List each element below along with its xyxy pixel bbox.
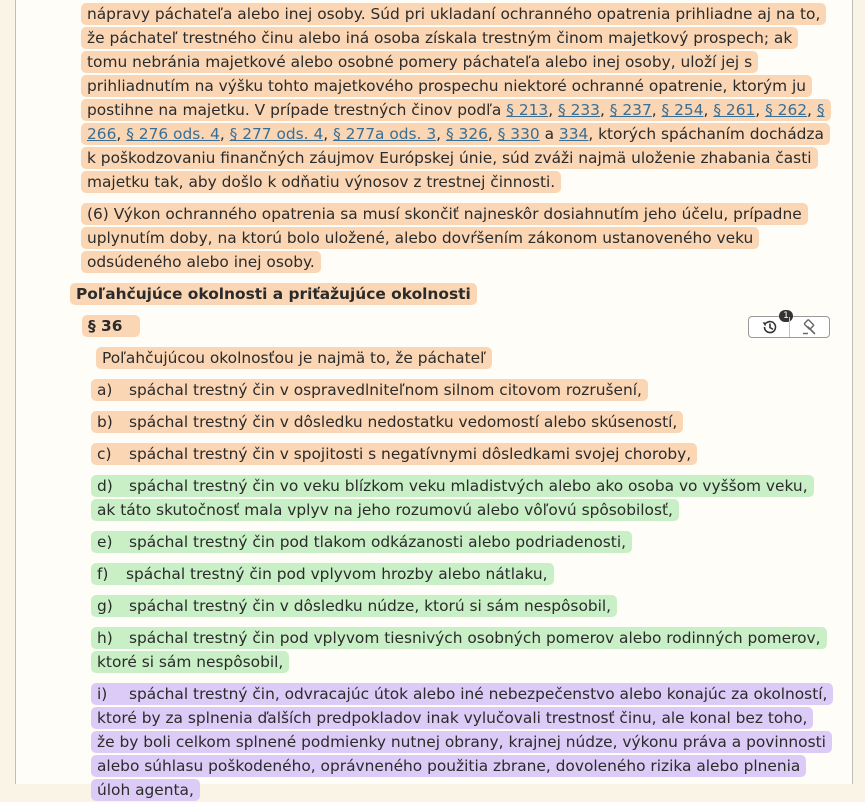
- gavel-icon: [800, 319, 818, 335]
- paragraph-6-text: (6) Výkon ochranného opatrenia sa musí skončiť najneskôr dosiahnutím jeho účelu, prípadne uplynutím doby, na ktorú bolo uložené, alebo dovŕšením zákonom ustanoveného veku odsúdeného alebo inej osoby.: [81, 203, 808, 273]
- list-item-label: g): [97, 597, 113, 615]
- list-item-text: spáchal trestný čin pod vplyvom hrozby alebo nátlaku,: [126, 565, 548, 583]
- list-item-label: h): [97, 629, 113, 647]
- list-item-highlight: [91, 475, 814, 521]
- list-item-label: a): [97, 381, 113, 399]
- list-item-text: spáchal trestný čin pod vplyvom tiesnivých osobných pomerov alebo rodinných pomerov, ktoré si sám nespôsobil,: [97, 629, 821, 671]
- list-item-text: spáchal trestný čin, odvracajúc útok alebo iné nebezpečenstvo alebo konajúc za okolností, ktoré by za splnenia ďalších predpokladov inak vylučovali trestnosť činu, ale konal bez toho, že by boli celkom splnené podmienky nutnej obrany, krajnej núdze, výkonu práva a povinnosti alebo súhlasu poškodeného, oprávneného použitia zbrane, dovoleného rizika alebo plnenia úloh agenta,: [97, 685, 828, 799]
- law-link[interactable]: § 233: [558, 101, 600, 119]
- paragraph-5-text: nápravy páchateľa alebo inej osoby. Súd pri ukladaní ochranného opatrenia prihliadne aj na to, že páchateľ trestného činu alebo iná osoba získala trestným činom majetkový prospech; ak tomu nebránia majetkové alebo osobné pomery páchateľa alebo inej osoby, uloží jej s prihliadnutím na výšku tohto majetkového prospechu niektoré ochranné opatrenie, ktorým ju postihne na majetku. V prípade trestných činov podľa § 213, § 233, § 237, § 254, § 261, § 262, § 266, § 276 ods. 4, § 277 ods. 4, § 277a ods. 3, § 326, § 330 a 334, ktorých spáchaním dochádza k poškodzovaniu finančných záujmov Európskej únie, súd zváži najmä uloženie zhabania časti majetku tak, aby došlo k odňatiu výnosov z trestnej činnosti.: [81, 3, 831, 193]
- section-intro: [96, 346, 796, 370]
- section-heading: [70, 282, 770, 306]
- paragraph-6: [81, 202, 821, 274]
- list-item: [91, 410, 833, 434]
- section-toolbar: [748, 311, 830, 338]
- history-button[interactable]: [749, 311, 789, 337]
- law-link[interactable]: § 213: [506, 101, 549, 119]
- law-link[interactable]: § 276 ods. 4: [126, 125, 220, 143]
- law-link[interactable]: § 277 ods. 4: [229, 125, 324, 143]
- list-item-label: e): [97, 533, 113, 551]
- list-item-text: spáchal trestný čin v dôsledku nedostatku vedomostí alebo skúseností,: [129, 413, 678, 431]
- law-link[interactable]: § 262: [765, 101, 808, 119]
- list-item: [91, 378, 833, 402]
- law-link[interactable]: 334: [558, 125, 589, 143]
- law-link[interactable]: § 326: [445, 125, 488, 143]
- list-item-highlight: [91, 563, 554, 585]
- law-link[interactable]: § 277a ods. 3: [333, 125, 437, 143]
- section-heading-text: Poľahčujúce okolnosti a priťažujúce okolnosti: [70, 283, 477, 305]
- list-item-text: spáchal trestný čin v spojitosti s negatívnymi dôsledkami svojej choroby,: [129, 445, 692, 463]
- list-item: [91, 682, 829, 802]
- list-item-text: spáchal trestný čin vo veku blízkom veku mladistvých alebo ako osoba vo vyššom veku, ak táto skutočnosť mala vplyv na jeho rozumovú alebo vôľovú spôsobilosť,: [97, 477, 808, 519]
- law-link[interactable]: § 261: [713, 101, 756, 119]
- list-item-highlight: [91, 379, 648, 401]
- list-item: [91, 442, 833, 466]
- paragraph-5: [81, 2, 833, 194]
- page-right-border: [852, 0, 853, 784]
- section-intro-text: Poľahčujúcou okolnosťou je najmä to, že páchateľ: [96, 347, 492, 369]
- list-item-highlight: [91, 443, 697, 465]
- law-link[interactable]: § 330: [497, 125, 540, 143]
- section-number-text: § 36: [82, 315, 140, 337]
- law-link[interactable]: § 266: [87, 101, 825, 143]
- list-item: [91, 594, 833, 618]
- list-item-text: spáchal trestný čin v ospravedlniteľnom silnom citovom rozrušení,: [129, 381, 642, 399]
- list-item-highlight: [91, 595, 617, 617]
- history-count-badge: 1: [779, 310, 793, 322]
- list-item: [91, 626, 836, 674]
- list-item-label: d): [97, 477, 113, 495]
- list-item-label: c): [97, 445, 112, 463]
- law-link[interactable]: § 254: [661, 101, 704, 119]
- list-item-highlight: [91, 411, 683, 433]
- list-item-label: f): [97, 565, 109, 583]
- list-item: [91, 530, 833, 554]
- list-item-label: i): [97, 685, 108, 703]
- list-item-highlight: [91, 531, 632, 553]
- list-item-text: spáchal trestný čin pod tlakom odkázanosti alebo podriadenosti,: [129, 533, 627, 551]
- list-item: [91, 474, 826, 522]
- law-link[interactable]: § 237: [609, 101, 652, 119]
- judgment-button[interactable]: [789, 317, 830, 337]
- list-item-highlight: [91, 627, 827, 673]
- list-item-label: b): [97, 413, 113, 431]
- list-item-text: spáchal trestný čin v dôsledku núdze, ktorú si sám nespôsobil,: [129, 597, 612, 615]
- section-number: [82, 314, 162, 338]
- list-item-highlight: [91, 683, 833, 801]
- history-icon: [760, 319, 778, 335]
- list-item: [91, 562, 833, 586]
